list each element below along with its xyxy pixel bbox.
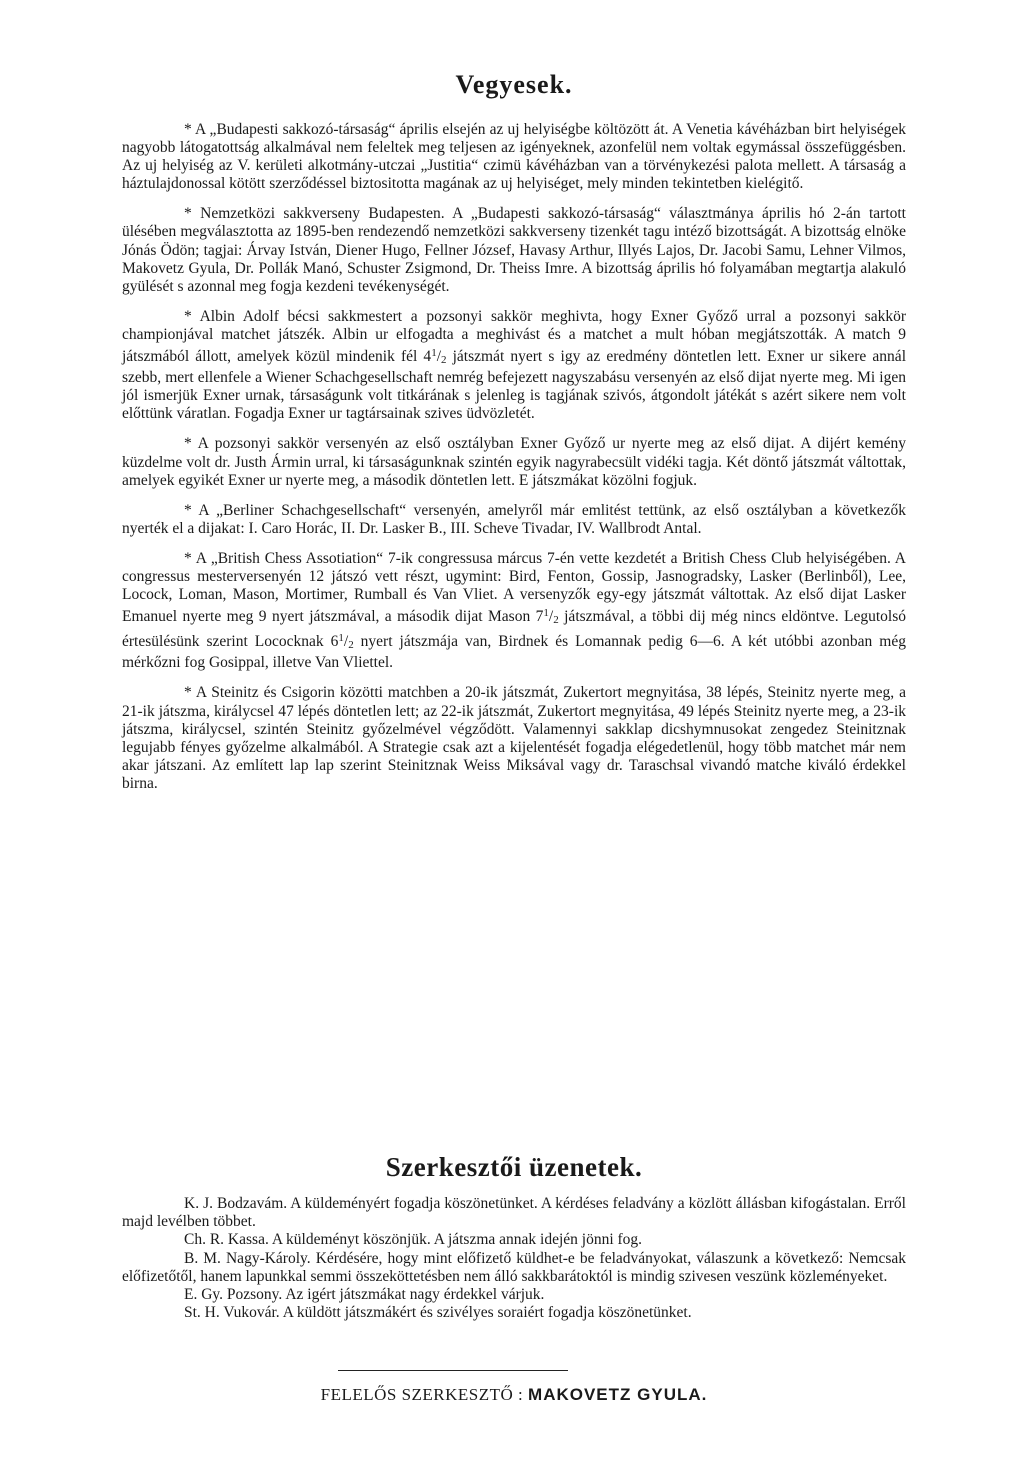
news-item-text: A „Budapesti sakkozó-társaság“ választmánya április hó 2-án tartott ülésében megválasztotta az 1895-ben rendezendő nemzetközi sakkverseny tizenkét tagu intéző bizottságát. A bizottság elnöke Jónás Ödön; tagjai: Árvay István, Diener Hugo, Fellner József, Havasy Arthur, Illyés Lajos, Dr. Jacobi Samu, Lehner Vilmos, Makovetz Gyula, Dr. Pollák Manó, Schuster Zsigmond, Dr. Theiss Imre. A bizottság április hó folyamában megtartja alakuló gyülését s azonnal meg fogja kezdeni tevékenységét.	[122, 205, 906, 295]
note-item	[122, 1286, 906, 1304]
fraction: $^1$/2	[338, 632, 354, 652]
note-recipient: St. H. Vukovár.	[184, 1304, 280, 1322]
news-item-text: április elsején az uj helyiségbe költözött át. A Venetia kávéházban birt helyiségek nagyobb látogatottság alkalmával nem feleltek meg teljesen az igényeknek, azonfelül nem voltak egymással összefüggésben. Az uj helyiség az V. kerületi alkotmány-utczai „Justitia“ czimü kávéházban van a törvénykezési palota mellett. A társaság a háztulajdonossal kötött szerződéssel biztositotta magának az uj helyiséget, mely minden tekintetben kielégitő.	[122, 121, 907, 193]
news-item-international-tournament	[122, 205, 906, 295]
news-item-text: közötti matchben a 20-ik játszmát, Zukertort megnyitása, 38 lépés, Steinitz nyerte meg, a 21-ik játszma, királycsel 47 lépés döntetlen lett; az 22-ik játszmát, Zukertort megnyitása, 49 lépés Steinitz nyerte meg, a 23-ik játszma, királycsel, szintén Steinitz győzelmével végződött. Valamennyi sakklap dicshymnusokat zengedez Steinitznak legujabb fényes győzelme alkalmából. A Strategie csak azt a kijelentését fogadja elégedetlenül, hogy több matchet már nem akar játszani. Az említett lap lap szerint Steinitznak Weiss Miksával vagy dr. Taraschsal vivandó matche kiváló érdekkel birna.	[122, 684, 906, 792]
news-item-lead: * A Steinitz és Csigorin	[184, 684, 335, 702]
footer-responsible-editor	[122, 1385, 906, 1405]
fraction: $^1$/2	[543, 607, 559, 627]
footer-editor-name: MAKOVETZ GYULA.	[528, 1385, 708, 1404]
news-section	[122, 121, 906, 793]
news-item-lead: * Nemzetközi sakkverseny Budapesten.	[184, 205, 445, 223]
note-recipient: E. Gy. Pozsony.	[184, 1286, 283, 1304]
news-item-lead: * A „Budapesti sakkozó-társaság“	[184, 121, 396, 138]
news-item-pozsony-tournament	[122, 435, 906, 489]
news-item-lead: * A „Berliner Schachgesellschaft“	[184, 501, 407, 519]
news-item-british-congress	[122, 550, 906, 673]
note-text: Az igért játszmákat nagy érdekkel várjuk.	[282, 1286, 545, 1304]
news-item-lead: * A „British Chess Assotiation“	[184, 549, 384, 567]
news-item-budapest-move	[122, 121, 906, 193]
note-text: A küldeményt köszönjük. A játszma annak idején jönni fog.	[268, 1231, 643, 1249]
note-item	[122, 1250, 906, 1286]
fraction: $^1$/2	[431, 347, 447, 367]
note-item	[122, 1231, 906, 1249]
news-item-berlin-tournament	[122, 502, 906, 538]
news-item-text: játszmát nyert s igy az eredmény döntetlen lett. Exner ur sikere annál szebb, mert ellenfele a Wiener Schachgesellschaft nemrég befejezett nagyszabásu versenyén az első dijat nyerte meg. Mi igen jól ismerjük Exner urnak, társaságunk volt titkárának s jelenleg is tagjának szivós, átgondolt játékát s azért sikere nem volt előttünk váratlan. Fogadja Exner ur tagtársainak szives üdvözletét.	[122, 348, 906, 423]
news-item-text: játszmával, a többi dij még nincs eldöntve. Legutolsó értesülésünk szerint Lococknak 6	[122, 608, 906, 651]
note-recipient: B. M. Nagy-Károly.	[184, 1249, 311, 1267]
note-item	[122, 1304, 906, 1322]
news-item-lead: * Albin Adolf	[184, 307, 279, 325]
news-item-text: 7-ik congressusa márcus 7-én vette kezdetét a British Chess Club helyiségében. A congressus mesterversenyén 12 játszó vett részt, ugymint: Bird, Fenton, Gossip, Jasnogradsky, Lasker (Berlinből), Lee, Locock, Loman, Mason, Mortimer, Rumball és Van Vliet. A versenyzők egy-egy játszmát váltottak. Az első dijat Lasker Emanuel nyerte meg 9 nyert játszmával, a második dijat Mason 7	[122, 549, 907, 626]
divider-rule	[338, 1370, 568, 1371]
news-item-steinitz-csigorin	[122, 684, 906, 793]
note-text: A küldött játszmákért és szivélyes soraiért fogadja köszönetünket.	[279, 1304, 692, 1322]
note-text: A küldeményért fogadja köszönetünket. A kérdéses feladvány a közlött állásban kifogástalan. Erről majd levélben többet.	[122, 1195, 906, 1231]
footer-label: FELELŐS SZERKESZTŐ :	[320, 1385, 524, 1404]
news-item-text: bécsi sakkmestert a pozsonyi sakkör meghivta, hogy Exner Győző urral a pozsonyi sakkör championjával matchet játszék. Albin ur elfogadta a meghivást és a matchet a mult hóban megjátszották. A match 9 játszmából állott, amelyek közül mindenik fél 4	[122, 307, 906, 366]
section-title-editorial-notes: Szerkesztői üzenetek.	[385, 1152, 643, 1182]
news-item-text: nyert játszmája van, Birdnek és Lomannak pedig 6—6. A két utóbbi azonban még mérkőzni fog Gosippal, illetve Van Vliettel.	[122, 633, 906, 672]
note-item	[122, 1195, 906, 1231]
note-recipient: K. J. Bodzavám.	[184, 1195, 288, 1212]
news-item-text: az első osztályban Exner Győző ur nyerte meg az első dijat. A dijért kemény küzdelme volt dr. Justh Ármin urral, ki társaságunknak szintén egyik nagyrabecsült vidéki tagja. Két döntő játszmát váltottak, amelyek egyikét Exner ur nyerte meg, a második döntetlen lett. E játszmákat közölni fogjuk.	[122, 435, 906, 489]
note-text: Kérdésére, hogy mint előfizető küldhet-e be feladványokat, válaszunk a következő: Nemcsak előfizetőtől, hanem lapunkkal semmi összeköttetésben nem álló sakkbarátoktól is mindig szivesen veszünk közleményeket.	[122, 1249, 906, 1285]
news-item-albin-match	[122, 308, 906, 424]
section-title-vegyesek: Vegyesek.	[455, 70, 573, 99]
news-item-lead: * A pozsonyi sakkör versenyén	[184, 435, 389, 453]
note-recipient: Ch. R. Kassa.	[184, 1231, 269, 1249]
editorial-notes	[122, 1195, 906, 1322]
news-item-text: versenyén, amelyről már emlitést tettünk, az első osztályban a következők nyerték el a dijakat: I. Caro Horác, II. Dr. Lasker B., III. Scheve Tivadar, IV. Wallbrodt Antal.	[122, 501, 907, 537]
